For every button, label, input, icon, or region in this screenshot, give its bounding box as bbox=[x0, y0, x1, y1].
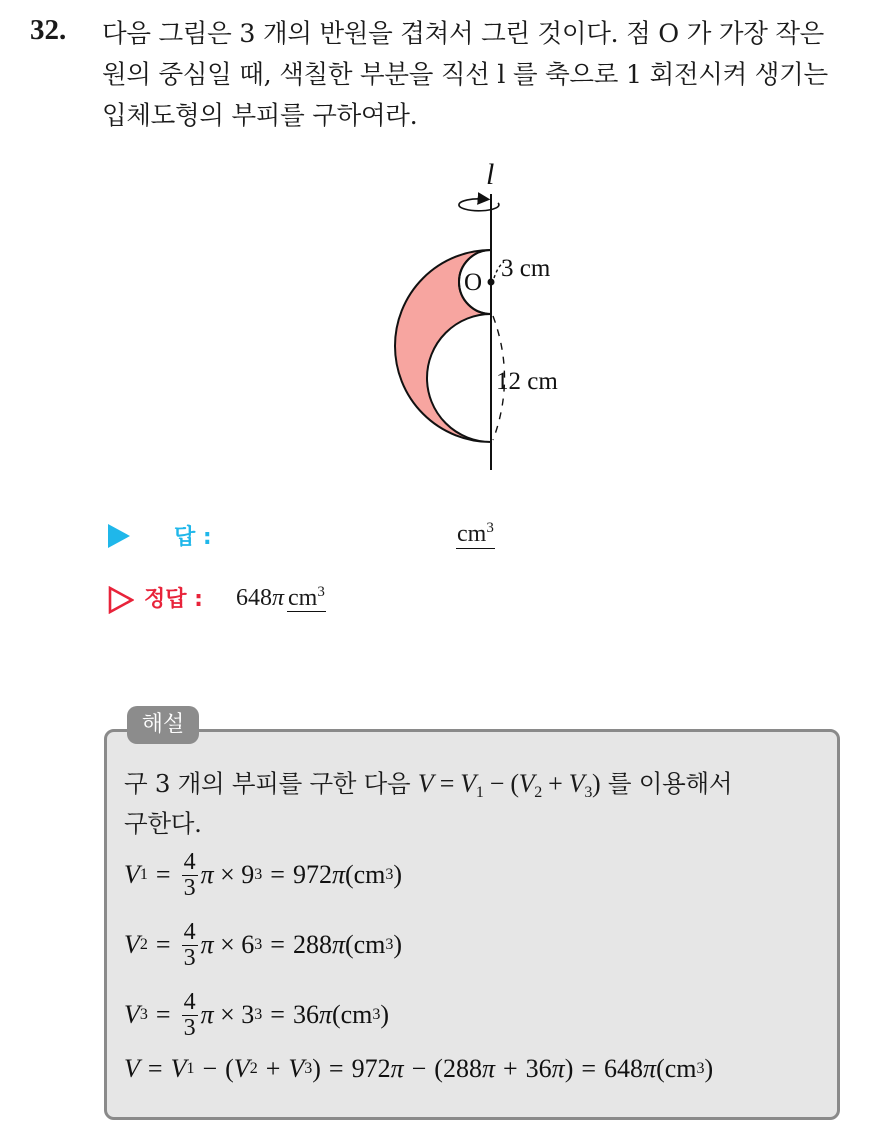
solution-formula: $V = V_1 - (V_2 + V_3)$ bbox=[417, 769, 601, 801]
large-length-label: 12 cm bbox=[496, 368, 558, 395]
question-number: 32. bbox=[30, 14, 67, 46]
equation-final: V = V 1 − ( V 2 + V 3 ) = 972 π − (288 π + 36 π ) = 648 π (cm 3 ) bbox=[124, 1054, 714, 1083]
semicircle-figure bbox=[380, 158, 600, 476]
figure-svg bbox=[380, 158, 600, 476]
rotation-arrow bbox=[459, 199, 499, 211]
solution-intro bbox=[124, 764, 824, 844]
fraction: $\frac{4}{3}$ bbox=[183, 988, 196, 1041]
correct-label: 정답 : bbox=[144, 587, 203, 612]
question-text bbox=[102, 14, 864, 137]
fraction: $\frac{4}{3}$ bbox=[183, 918, 196, 971]
center-label: O bbox=[464, 269, 483, 296]
question-line-1: 다음 그림은 3 개의 반원을 겹쳐서 그린 것이다. 점 O 가 가장 작은 bbox=[102, 19, 824, 49]
equation-v3: V 3 = $\frac{4}{3}$ π × 3 3 = 36 π (cm 3 ) bbox=[124, 988, 390, 1041]
solution-intro-line-2: 구한다. bbox=[124, 809, 202, 838]
correct-triangle-icon bbox=[108, 586, 134, 614]
answer-unit: $cm^3$ bbox=[457, 520, 494, 547]
solution-tab: 해설 bbox=[127, 706, 199, 744]
correct-value: 648π $cm^3$ bbox=[236, 584, 325, 611]
small-length-label: 3 cm bbox=[501, 255, 551, 282]
axis-label: l bbox=[486, 158, 495, 191]
question-line-2: 원의 중심일 때, 색칠한 부분을 직선 l 를 축으로 1 회전시켜 생기는 bbox=[102, 60, 828, 90]
solution-intro-line-1: 구 3 개의 부피를 구한 다음 $V = V_1 - (V_2 + V_3)$ 를 이용해서 bbox=[124, 769, 733, 801]
equation-v2: V 2 = $\frac{4}{3}$ π × 6 3 = 288 π (cm 3 ) bbox=[124, 918, 403, 971]
equation-v1: V 1 = $\frac{4}{3}$ π × 9 3 = 972 π (cm 3 ) bbox=[124, 848, 403, 901]
correct-answer-row bbox=[108, 582, 608, 622]
center-point bbox=[488, 279, 495, 286]
question-line-3: 입체도형의 부피를 구하여라. bbox=[102, 101, 418, 131]
fraction: $\frac{4}{3}$ bbox=[183, 848, 196, 901]
answer-triangle-icon bbox=[108, 524, 130, 548]
answer-row bbox=[108, 518, 608, 558]
answer-label: 답 : bbox=[174, 525, 212, 550]
